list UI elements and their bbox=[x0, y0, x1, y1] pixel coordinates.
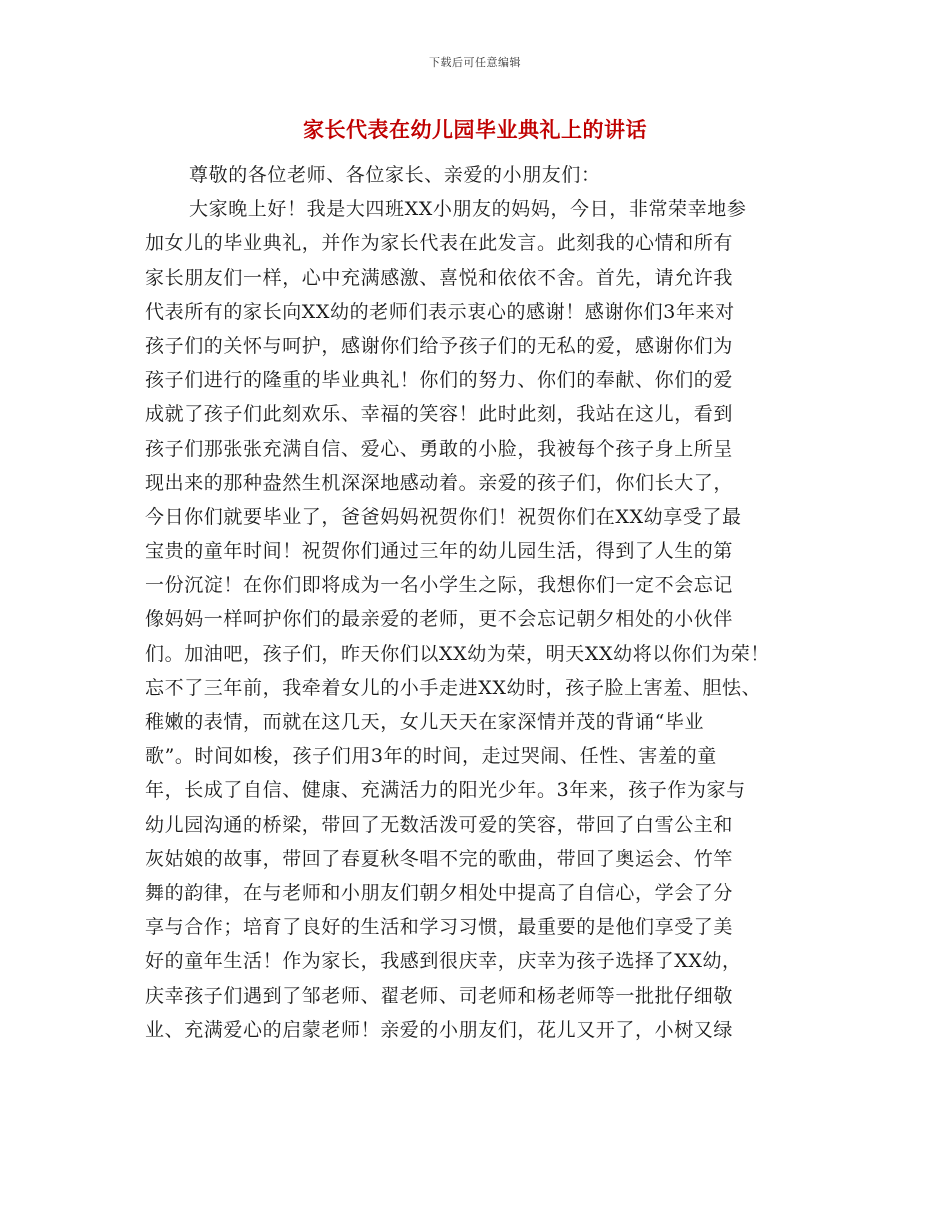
paragraph-line: 稚嫩的表情，而就在这几天，女儿天天在家深情并茂的背诵“毕业 bbox=[145, 711, 705, 733]
paragraph-line: 庆幸孩子们遇到了邹老师、翟老师、司老师和杨老师等一批批仔细敬 bbox=[145, 984, 734, 1007]
paragraph-line: 灰姑娘的故事，带回了春夏秋冬唱不完的歌曲，带回了奥运会、竹竿 bbox=[145, 847, 734, 870]
paragraph-line: 孩子们进行的隆重的毕业典礼！你们的努力、你们的奉献、你们的爱 bbox=[145, 369, 734, 392]
paragraph-line: 一份沉淀！在你们即将成为一名小学生之际，我想你们一定不会忘记 bbox=[145, 574, 734, 597]
paragraph-line: 现出来的那种盎然生机深深地感动着。亲爱的孩子们，你们长大了， bbox=[145, 471, 734, 494]
paragraph-line: 享与合作；培育了良好的生活和学习习惯，最重要的是他们享受了美 bbox=[145, 916, 734, 939]
header-note: 下载后可任意编辑 bbox=[429, 56, 521, 69]
paragraph-line: 们。加油吧，孩子们，昨天你们以XX幼为荣，明天XX幼将以你们为荣！ bbox=[145, 642, 770, 665]
paragraph-line: 好的童年生活！作为家长，我感到很庆幸，庆幸为孩子选择了XX幼， bbox=[145, 950, 742, 973]
paragraph-line: 像妈妈一样呵护你们的最亲爱的老师，更不会忘记朝夕相处的小伙伴 bbox=[145, 608, 734, 631]
paragraph-line: 歌”。时间如梭，孩子们用3年的时间，走过哭闹、任性、害羞的童 bbox=[145, 745, 717, 768]
paragraph-line: 加女儿的毕业典礼，并作为家长代表在此发言。此刻我的心情和所有 bbox=[145, 232, 734, 255]
speech-body bbox=[145, 158, 835, 1047]
paragraph-line: 代表所有的家长向XX幼的老师们表示衷心的感谢！感谢你们3年来对 bbox=[145, 300, 735, 323]
paragraph-line: 成就了孩子们此刻欢乐、幸福的笑容！此时此刻，我站在这儿，看到 bbox=[145, 403, 734, 426]
paragraph-line: 今日你们就要毕业了，爸爸妈妈祝贺你们！祝贺你们在XX幼享受了最 bbox=[145, 505, 742, 528]
paragraph-line: 大家晚上好！我是大四班XX小朋友的妈妈，今日，非常荣幸地参 bbox=[189, 198, 747, 221]
paragraph-line: 忘不了三年前，我牵着女儿的小手走进XX幼时，孩子脸上害羞、胆怯、 bbox=[145, 676, 762, 699]
document-title: 家长代表在幼儿园毕业典礼上的讲话 bbox=[303, 117, 647, 142]
paragraph-line: 家长朋友们一样，心中充满感激、喜悦和依依不舍。首先，请允许我 bbox=[145, 266, 734, 289]
greeting-line: 尊敬的各位老师、各位家长、亲爱的小朋友们： bbox=[189, 164, 601, 186]
paragraph-line: 舞的韵律，在与老师和小朋友们朝夕相处中提高了自信心，学会了分 bbox=[145, 881, 734, 904]
paragraph-line: 年，长成了自信、健康、充满活力的阳光少年。3年来，孩子作为家与 bbox=[145, 779, 746, 802]
paragraph-line: 孩子们的关怀与呵护，感谢你们给予孩子们的无私的爱，感谢你们为 bbox=[145, 334, 734, 357]
paragraph-line: 业、充满爱心的启蒙老师！亲爱的小朋友们，花儿又开了，小树又绿 bbox=[145, 1018, 734, 1041]
paragraph-line: 幼儿园沟通的桥梁，带回了无数活泼可爱的笑容，带回了白雪公主和 bbox=[145, 813, 734, 836]
paragraph-line: 孩子们那张张充满自信、爱心、勇敢的小脸，我被每个孩子身上所呈 bbox=[145, 437, 734, 460]
paragraph-line: 宝贵的童年时间！祝贺你们通过三年的幼儿园生活，得到了人生的第 bbox=[145, 540, 734, 563]
